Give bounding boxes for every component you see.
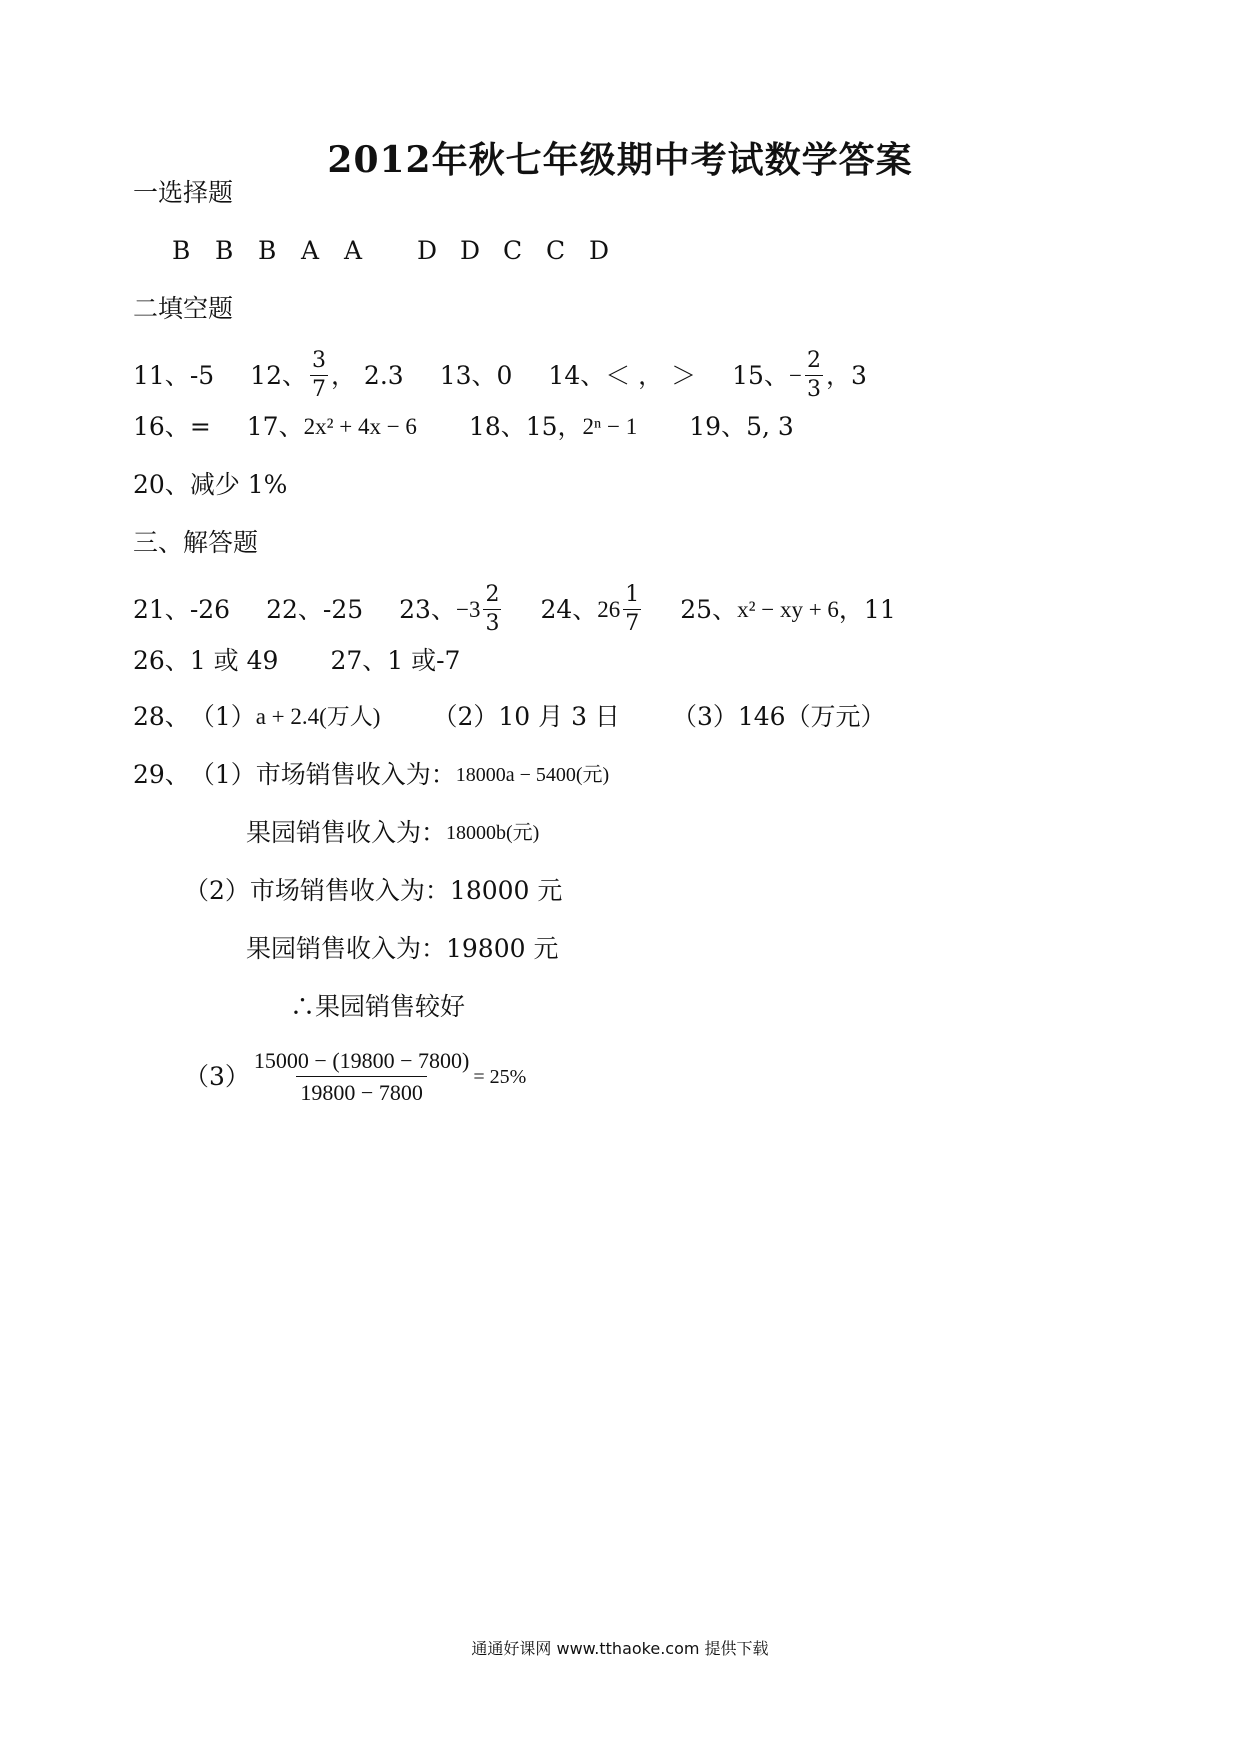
- answer-28: 28、 （1） a + 2.4(万人) （2） 10 月 3 日 （3） 146（万元）: [133, 702, 886, 731]
- answer-23: 23、 −3 $\frac{2}{3}$: [399, 582, 500, 636]
- choice-answer-3: B: [258, 236, 277, 265]
- choice-answers: [172, 234, 632, 268]
- answer-14: 14、 ＜ ， ＞: [548, 360, 697, 390]
- answer-13: 13、 0: [439, 360, 513, 390]
- choice-answer-1: B: [172, 236, 191, 265]
- answer-29-conclusion: ∴果园销售较好: [290, 992, 466, 1021]
- footer-watermark: 通通好课网 www.tthaoke.com 提供下载: [471, 1639, 769, 1658]
- answer-24: 24、 26 $\frac{1}{7}$: [540, 582, 640, 636]
- choice-answer-4: A: [301, 236, 320, 265]
- section3-heading: 三、解答题: [133, 528, 259, 557]
- answer-29-part1-line2: 果园销售收入为： 18000b(元): [246, 818, 540, 847]
- choice-answer-6: D: [417, 236, 438, 265]
- answer-22: 22、 -25: [266, 594, 364, 624]
- answer-15: 15、 − $\frac{2}{3}$ ，3: [732, 348, 867, 402]
- answer-19: 19、 5, 3: [689, 412, 794, 441]
- fill-row-1: [133, 350, 867, 401]
- answer-18: 18、 15， 2ⁿ − 1: [468, 412, 638, 441]
- answer-12: 12、 $\frac{3}{7}$ ， 2.3: [250, 348, 404, 402]
- section1-heading: 一选择题: [133, 178, 234, 207]
- answer-21: 21、 -26: [133, 594, 231, 624]
- choice-answer-2: B: [215, 236, 234, 265]
- answer-20: 20、 减少 1%: [133, 470, 288, 499]
- choice-answer-10: D: [589, 236, 610, 265]
- page-title: 2012年秋七年级期中考试数学答案: [327, 139, 913, 181]
- choice-answer-7: D: [460, 236, 481, 265]
- answer-29-part1-line1: 29、 （1） 市场销售收入为： 18000a − 5400(元): [133, 760, 610, 789]
- answer-26: 26、 1 或 49: [133, 646, 279, 675]
- answer-27: 27、 1 或-7: [330, 646, 461, 675]
- fraction-3-7: $\frac{3}{7}$: [311, 348, 326, 402]
- mixed-fraction-1-7: $\frac{1}{7}$: [625, 582, 640, 636]
- solve-row-1: [133, 584, 896, 635]
- fraction-2-3: $\frac{2}{3}$: [806, 348, 821, 402]
- choice-answer-8: C: [503, 236, 523, 265]
- mixed-fraction-2-3: $\frac{2}{3}$: [485, 582, 500, 636]
- answer-11: 11、 -5: [133, 360, 215, 390]
- answer-29-part2-line1: （2） 市场销售收入为：18000 元: [184, 876, 563, 905]
- answer-29-part3: （3） $\frac{15000 - (19800 - 7800)}{19800 - 7800}$ = 25%: [184, 1048, 527, 1105]
- percentage-fraction: $\frac{15000 - (19800 - 7800)}{19800 - 7800}$: [253, 1048, 470, 1105]
- fill-row-2: [133, 410, 794, 444]
- fill-row-3: [133, 468, 287, 502]
- answer-17: 17、 2x² + 4x − 6: [246, 412, 417, 441]
- answer-16: 16、 =: [133, 412, 211, 441]
- answer-29-part2-line2: 果园销售收入为：19800 元: [246, 934, 559, 963]
- answer-25: 25、 x² − xy + 6 ，11: [680, 594, 896, 624]
- choice-answer-5: A: [344, 236, 363, 265]
- solve-row-2: [133, 644, 460, 678]
- section2-heading: 二填空题: [133, 294, 234, 323]
- choice-answer-9: C: [546, 236, 566, 265]
